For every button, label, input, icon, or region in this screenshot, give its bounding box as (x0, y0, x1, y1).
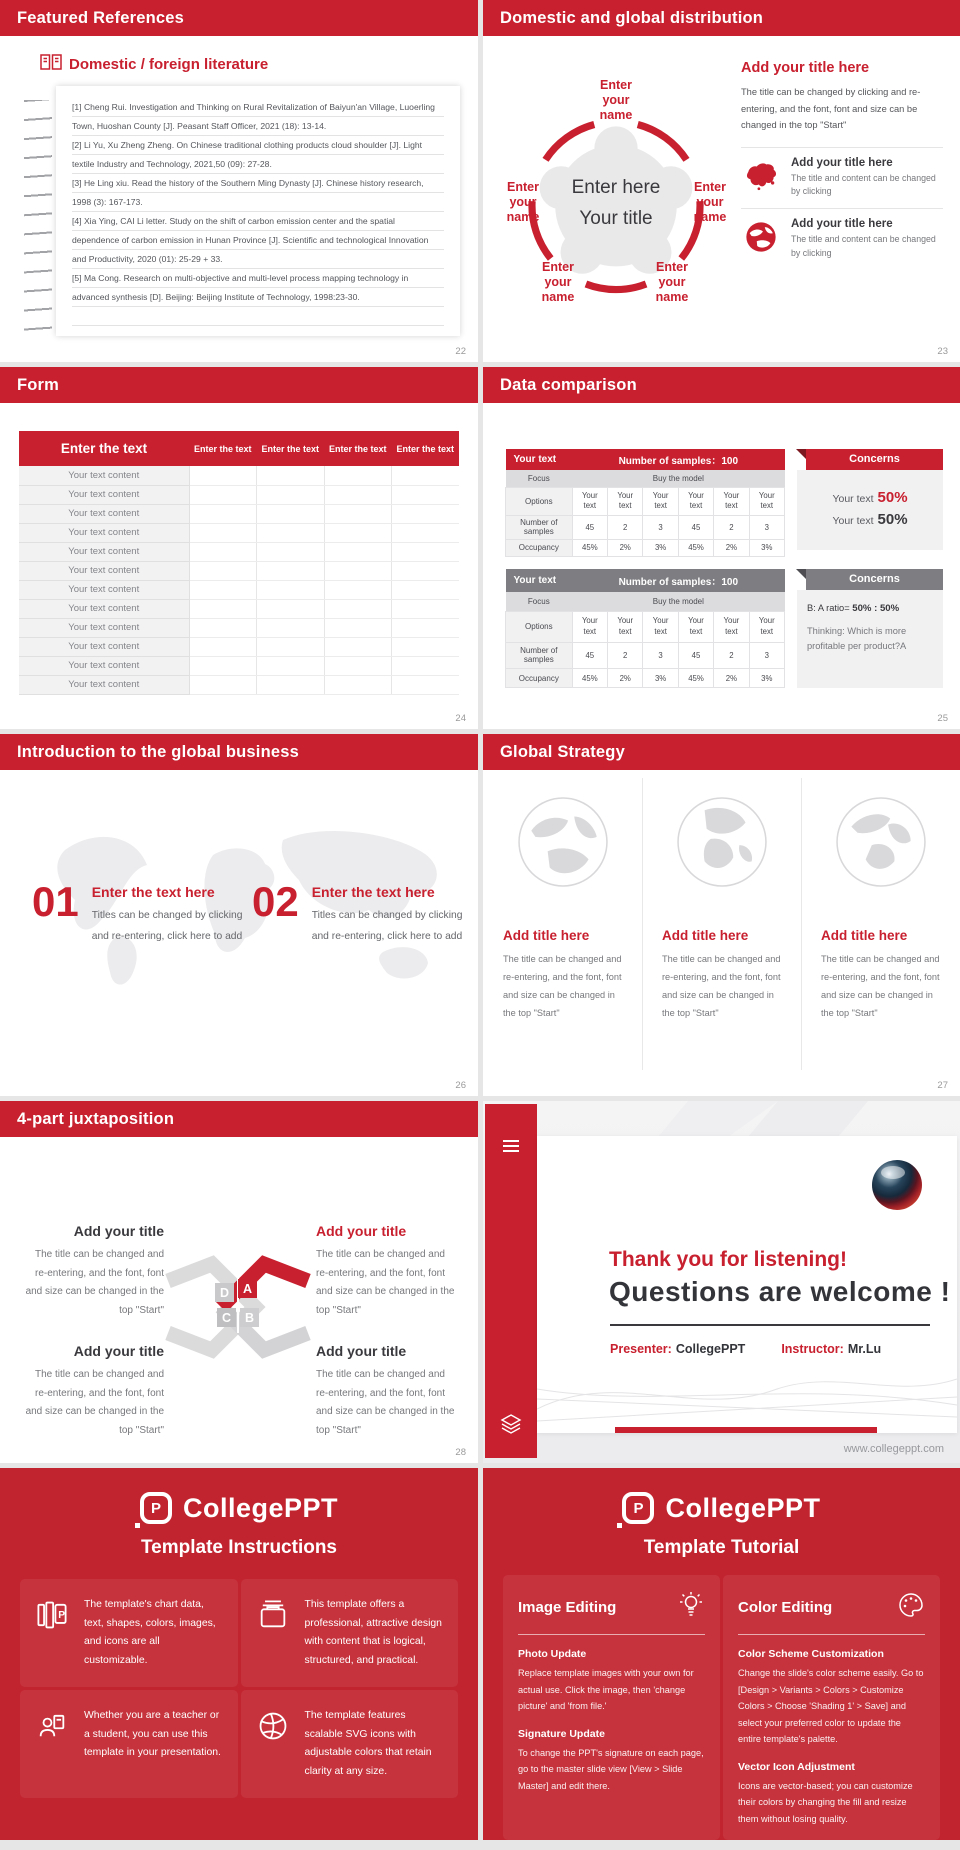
brand-name: CollegePPT (182, 1492, 339, 1523)
section-text: To change the PPT's signature on each page, go to the master slide view [View > Slide Master] and edit there. (518, 1747, 704, 1791)
letter-tile: A (238, 1279, 257, 1298)
item-body: The title can be changed and re-entering, and the font, font and size can be changed in the top "Start" (316, 1369, 455, 1436)
slide-title: Introduction to the global business (17, 742, 299, 761)
page-number: 28 (455, 1447, 466, 1458)
slide-title: Form (17, 375, 60, 394)
card-title: Color Editing (738, 1599, 833, 1616)
comparison-table: Your text Number of samples：100 Focus Buy the model Options Your text Your text Your text Your text Your text Your text Number of samples 45 2 3 45 2 3 Occupancy 45% 2% 3% 45% 2% 3% (505, 449, 785, 557)
ratio-line: B: A ratio= 50% : 50% (807, 603, 900, 614)
globe-logo (872, 1160, 922, 1210)
table-header: Enter the text (189, 431, 257, 466)
right-heading: Add your title here (741, 60, 870, 76)
diagram-node-right: Enter your name (693, 180, 727, 224)
item-body: The title can be changed and re-entering, and the font, font and size can be changed in the top "Start" (821, 954, 940, 1018)
jux-item (316, 1223, 456, 1320)
template-tutorial-panel (483, 1468, 960, 1840)
page-number: 24 (455, 713, 466, 724)
section-heading: Color Scheme Customization (738, 1648, 884, 1660)
table-header-main: Enter the text (19, 431, 189, 466)
table-row: Your text content (19, 580, 459, 599)
item-heading: Add your title (316, 1343, 407, 1359)
letter-tile: B (240, 1308, 259, 1327)
table-row: Your text content (19, 656, 459, 675)
slide-title-bar (0, 1101, 478, 1137)
slide-title: 4-part juxtaposition (17, 1109, 175, 1128)
list-item (741, 208, 943, 269)
item-body: The title and content can be changed by clicking (791, 233, 936, 258)
strategy-column (642, 770, 801, 1096)
reference-item: [5] Ma Cong. Research on multi-objective and multi-level process mapping technology in advanced synthesis [D]. Beijing: Beijing Institute of Technology, 1998:23-30. (72, 273, 409, 302)
item-heading: Enter the text here (91, 884, 215, 900)
section-title: Domestic / foreign literature (69, 55, 269, 73)
table-row: Your text content (19, 675, 459, 694)
thank-you-card (537, 1136, 957, 1433)
diagram-center-text: Enter here Your title (571, 177, 661, 230)
teacher-icon (35, 1707, 71, 1781)
item-body: The title can be changed and re-entering, and the font, font and size can be changed in the top "Start" (316, 1249, 455, 1316)
globe-icon (835, 796, 927, 888)
table-row: Your text content (19, 599, 459, 618)
slide-23-distribution (483, 0, 960, 362)
item-heading: Add title here (821, 928, 908, 943)
table-row: Your text content (19, 485, 459, 504)
spiral-binding (24, 100, 52, 332)
item-number: 01 (32, 878, 79, 925)
card-title: Image Editing (518, 1599, 617, 1616)
item-body: The title can be changed and re-entering, and the font, font and size can be changed in the top "Start" (25, 1249, 164, 1316)
slide-title: Global Strategy (500, 742, 625, 761)
item-heading: Add your title (73, 1343, 164, 1359)
tutorial-card (503, 1575, 720, 1840)
item-body: The title and content can be changed by clicking (791, 172, 936, 197)
china-map-icon (741, 157, 781, 199)
slide-title-bar (0, 734, 478, 770)
concern-line: Your text 50% (832, 511, 908, 528)
instruction-card: P The template's chart data, text, shapes, colors, images, and icons are all customizable. (20, 1579, 238, 1687)
thanks-line1: Thank you for listening! (609, 1248, 848, 1271)
panel-title: Template Instructions (140, 1537, 337, 1558)
section-heading (40, 54, 478, 74)
globe-icon (741, 218, 781, 260)
comparison-group-red (505, 449, 943, 557)
reference-item: [2] Li Yu, Xu Zheng Zheng. On Chinese traditional clothing products cloud shoulder [J]. Light textile Industry and Technology, 2021,50 (09): 27-28. (72, 140, 423, 169)
jux-item (24, 1223, 164, 1320)
credits: Presenter: CollegePPT Instructor: Mr.Lu (610, 1342, 882, 1356)
table-row: Your text content (19, 466, 459, 485)
x-ribbon-graphic (160, 1253, 316, 1361)
item-body: The title can be changed and re-entering, and the font, font and size can be changed in the top "Start" (25, 1369, 164, 1436)
diagram-node-bottom-left: Enter your name (541, 260, 575, 304)
instruction-card: This template offers a professional, attractive design with content that is logical, structured, and practical. (241, 1579, 459, 1687)
website-link[interactable]: www.collegeppt.com (843, 1443, 944, 1455)
comparison-group-gray (505, 569, 943, 688)
bulb-icon (677, 1591, 705, 1624)
item-title: Add your title here (791, 217, 893, 230)
item-body: Titles can be changed by clicking and re-entering, click here to add (91, 910, 243, 942)
thanks-line2: Questions are welcome ! (609, 1276, 951, 1307)
table-row: Your text content (19, 542, 459, 561)
item-heading: Enter the text here (311, 884, 435, 900)
item-heading: Add your title (316, 1223, 407, 1239)
menu-icon (503, 1140, 519, 1155)
concerns-box-gray (797, 569, 943, 688)
item-body: The title can be changed and re-entering, and the font, font and size can be changed in the top "Start" (662, 954, 781, 1018)
slide-24-form (0, 367, 478, 729)
template-instructions-panel (0, 1468, 478, 1840)
brand-logo (20, 1492, 458, 1524)
item-body: The title can be changed and re-entering, and the font, font and size can be changed in the top "Start" (503, 954, 622, 1018)
globe-icon (517, 796, 609, 888)
reference-item: [4] Xia Ying, CAI Li letter. Study on the shift of carbon emission center and the spatial dependence of carbon emission in Hunan Province [J]. Scientific and technological Innovation and Productivity, 2020 (01): 25-29 + 33. (72, 216, 429, 264)
page-number: 26 (455, 1080, 466, 1091)
instruction-card: Whether you are a teacher or a student, you can use this template in your presentation. (20, 1690, 238, 1798)
item-heading: Add your title (73, 1223, 164, 1239)
panel-title: Template Tutorial (643, 1537, 800, 1558)
collegeppt-logo-icon: P (140, 1492, 172, 1524)
section-heading: Signature Update (518, 1727, 605, 1740)
table-header: Enter the text (324, 431, 392, 466)
concerns-box-red (797, 449, 943, 557)
page-number: 22 (455, 346, 466, 357)
reference-card (56, 86, 460, 336)
strategy-column (801, 770, 960, 1096)
table-row: Your text content (19, 637, 459, 656)
collegeppt-logo-icon: P (622, 1492, 654, 1524)
corner-decoration (538, 1101, 958, 1137)
diagram-node-top: Enter your name (599, 78, 633, 122)
slide-25-data-comparison (483, 367, 960, 729)
numbered-item (252, 878, 467, 947)
slide-26-global-business (0, 734, 478, 1096)
reference-item: [3] He Ling xiu. Read the history of the Southern Ming Dynasty [J]. Chinese history research, 1998 (3): 167-173. (72, 178, 424, 207)
table-header: Enter the text (257, 431, 325, 466)
thinking-line: Thinking: Which is more profitable per product?A (807, 626, 907, 651)
item-number: 02 (252, 878, 299, 925)
slide-title: Data comparison (500, 375, 637, 394)
layers-icon (499, 1414, 523, 1434)
palette-icon (897, 1591, 925, 1624)
item-body: Titles can be changed by clicking and re-entering, click here to add (311, 910, 463, 942)
red-underline-bar (615, 1427, 877, 1433)
section-text: Icons are vector-based; you can customize their colors by changing the fill and resize them without losing quality. (738, 1780, 913, 1824)
page-number: 25 (937, 713, 948, 724)
section-text: Change the slide's color scheme easily. Go to [Design > Variants > Colors > Customize Colors > Choose 'Shading 1' > Save] and select your preferred color to update the entire template's palette. (738, 1668, 924, 1745)
book-icon (40, 54, 62, 74)
form-table (19, 431, 459, 695)
letter-tile: D (215, 1283, 234, 1302)
red-side-bar (485, 1104, 537, 1458)
jux-item (316, 1343, 456, 1440)
table-header: Enter the text (392, 431, 460, 466)
slide-thank-you (483, 1101, 960, 1463)
slide-28-juxtaposition (0, 1101, 478, 1463)
slide-title: Domestic and global distribution (500, 8, 764, 27)
slide-27-global-strategy (483, 734, 960, 1096)
table-row: Your text content (19, 523, 459, 542)
slide-title-bar (483, 367, 960, 403)
instruction-card: The template features scalable SVG icons with adjustable colors that retain clarity at any size. (241, 1690, 459, 1798)
reference-item: [1] Cheng Rui. Investigation and Thinking on Rural Revitalization of Baiyun'an Village, Luoerling Town, Huoshan County [J]. Peasant Staff Officer, 2021 (18): 13-14. (72, 102, 435, 131)
item-heading: Add title here (662, 928, 749, 943)
divider (610, 1324, 930, 1326)
table-row: Your text content (19, 504, 459, 523)
section-text: Replace template images with your own for actual use. Click the image, then 'change picture' and 'from file.' (518, 1668, 694, 1712)
jux-item (24, 1343, 164, 1440)
brand-name: CollegePPT (665, 1492, 821, 1523)
tutorial-card (723, 1575, 940, 1840)
list-item (741, 147, 943, 208)
globe-icon (676, 796, 768, 888)
concerns-ribbon: Concerns (806, 569, 943, 590)
ball-icon (256, 1707, 292, 1781)
slide-title-bar (483, 734, 960, 770)
comparison-table: Your text Number of samples：100 Focus Buy the model Options Your text Your text Your text Your text Your text Your text Number of samples 45 2 3 45 2 3 Occupancy 45% 2% 3% 45% 2% 3% (505, 569, 785, 688)
section-heading: Vector Icon Adjustment (738, 1760, 855, 1773)
box-icon (256, 1596, 292, 1670)
section-heading: Photo Update (518, 1648, 587, 1660)
numbered-item (32, 878, 247, 947)
diagram-node-left: Enter your name (506, 180, 540, 224)
brand-logo (503, 1492, 940, 1524)
slide-title-bar (483, 0, 960, 36)
page-number: 23 (937, 346, 948, 357)
slides-icon (35, 1596, 71, 1670)
strategy-column (483, 770, 642, 1096)
right-body: The title can be changed by clicking and re-entering, and the font, font and size can be changed in the top "Start" (741, 87, 921, 131)
slide-title-bar (0, 367, 478, 403)
concern-line: Your text 50% (832, 489, 908, 506)
table-row: Your text content (19, 561, 459, 580)
svg-text:P: P (58, 1609, 66, 1621)
item-heading: Add title here (503, 928, 590, 943)
item-title: Add your title here (791, 156, 893, 169)
table-row: Your text content (19, 618, 459, 637)
concerns-ribbon: Concerns (806, 449, 943, 470)
slide-title-bar (0, 0, 478, 36)
slide-title: Featured References (17, 8, 185, 27)
slide-22-featured-references (0, 0, 478, 362)
page-number: 27 (937, 1080, 948, 1091)
diagram-node-bottom-right: Enter your name (655, 260, 689, 304)
letter-tile: C (217, 1308, 236, 1327)
